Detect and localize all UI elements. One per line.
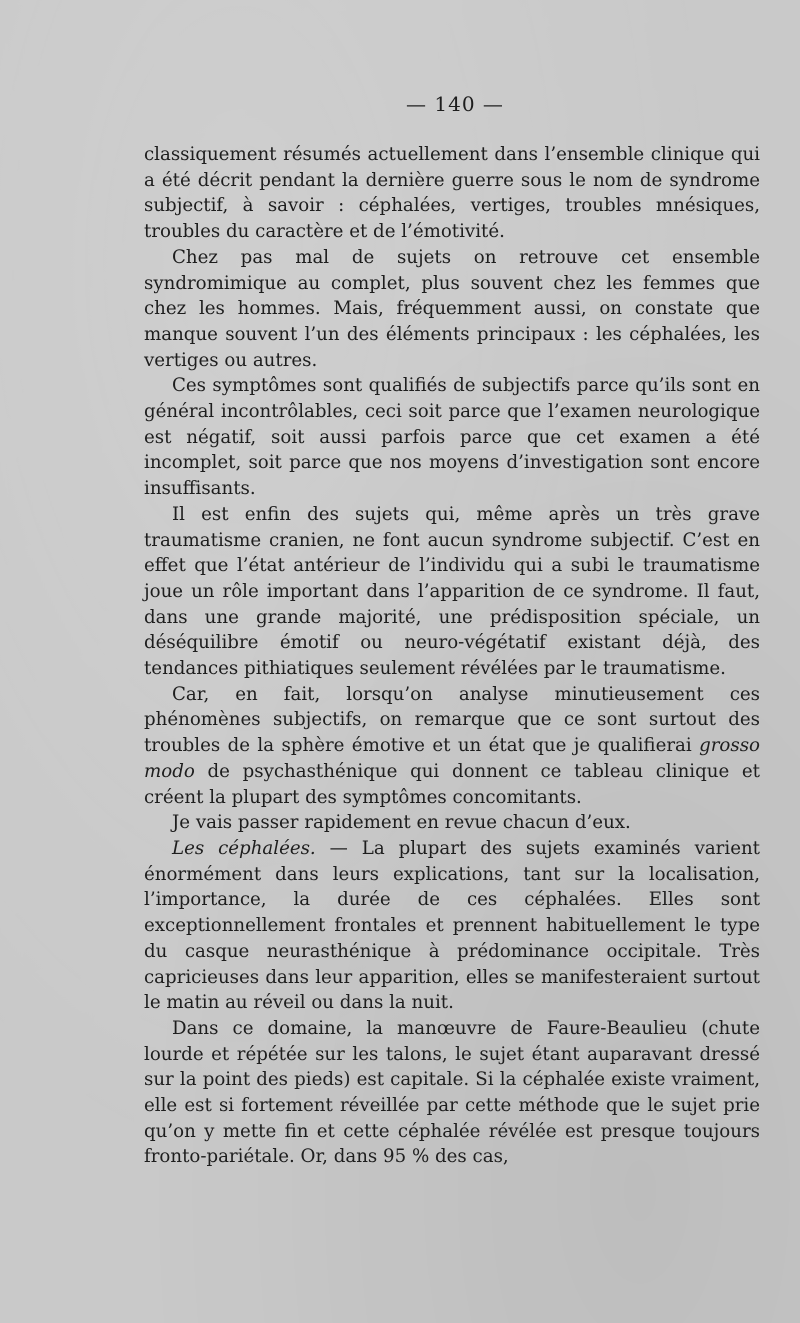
paragraph-2: Chez pas mal de sujets on retrouve cet ensemble syndromimique au complet, plus souvent chez les femmes que chez les hommes. Mais, fréquemment aussi, on constate que manque souvent l’un des éléments principaux : les céphalées, les vertiges ou autres. [144,246,760,371]
paragraph-6: Je vais passer rapidement en revue chacun d’eux. [172,812,631,834]
paragraph-7-body: — La plupart des sujets examinés varient énormément dans leurs explications, tant sur la localisation, l’importance, la durée de ces céphalées. Elles sont exceptionnellement frontales et prennent habituellement le type du casque neurasthénique à prédominance occipitale. Très capricieuses dans leur apparition, elles se manifesteraient surtout le matin au réveil ou dans la nuit. [144,837,760,1014]
paragraph-1: classiquement résumés actuellement dans l’ensemble clinique qui a été décrit pendant la dernière guerre sous le nom de syndrome subjectif, à savoir : céphalées, vertiges, troubles mnésiques, troubles du caractère et de l’émotivité. [144,144,760,243]
paragraph-3: Ces symptômes sont qualifiés de subjectifs parce qu’ils sont en général incontrôlables, ceci soit parce que l’examen neurologique est négatif, soit aussi parfois parce que cet examen a été incomplet, soit parce que nos moyens d’investigation sont encore insuffisants. [144,375,760,500]
paragraph-5-italic: grosso modo [144,735,760,782]
paragraph-5-after: de psychasthénique qui donnent ce tableau clinique et créent la plupart des symptômes concomitants. [144,760,760,808]
page-number: — 140 — [406,92,504,116]
paragraph-5 [144,682,760,811]
section-heading-cephalees: Les céphalées. [172,837,316,859]
paragraph-7 [144,836,760,1016]
paragraph-8: Dans ce domaine, la manœuvre de Faure-Beaulieu (chute lourde et répétée sur les talons, le sujet étant auparavant dressé sur la point des pieds) est capitale. Si la céphalée existe vraiment, elle est si fortement réveillée par cette méthode que le sujet prie qu’on y mette fin et cette céphalée révélée est presque toujours fronto-pariétale. Or, dans 95 % des cas, [144,1017,760,1168]
body-text [144,142,760,1170]
paragraph-4: Il est enfin des sujets qui, même après un très grave traumatisme cranien, ne font aucun syndrome subjectif. C’est en effet que l’état antérieur de l’individu qui a subi le traumatisme joue un rôle important dans l’apparition de ce syndrome. Il faut, dans une grande majorité, une prédisposition spéciale, un déséquilibre émotif ou neuro-végétatif existant déjà, des tendances pithiatiques seulement révélées par le traumatisme. [144,503,760,680]
paragraph-5-before: Car, en fait, lorsqu’on analyse minutieusement ces phénomènes subjectifs, on remarque que ce sont surtout des troubles de la sphère émotive et un état que je qualifierai [144,683,760,757]
